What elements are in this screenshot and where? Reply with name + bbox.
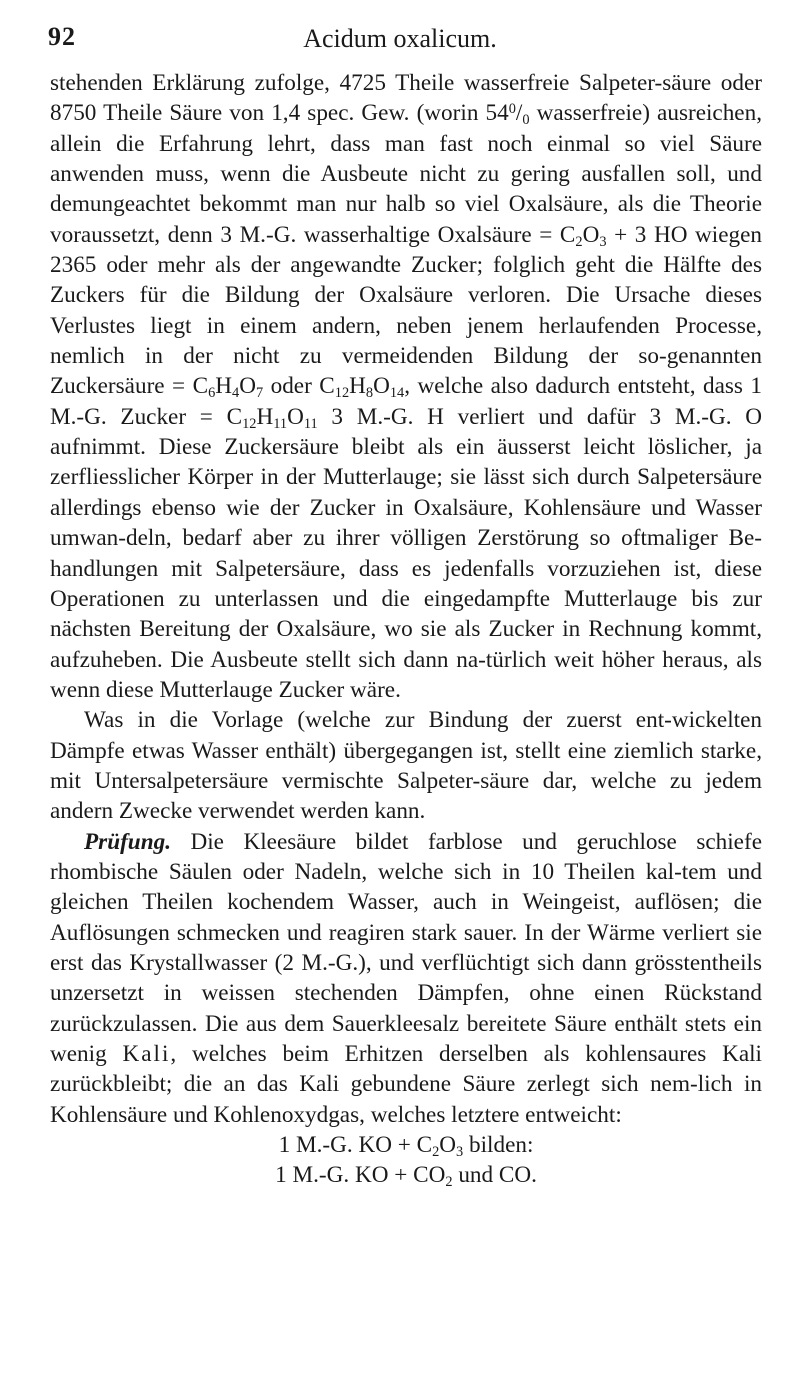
subscript: 2	[575, 233, 583, 250]
text-run: O	[287, 403, 304, 430]
text-run: stehenden Erklärung zufolge, 4725 Theile wasserfreie Salpeter-säure oder 8750 Theile Säure von 1,4 spec. Gew. (worin 54	[50, 70, 762, 127]
subscript: 4	[232, 385, 240, 402]
subscript: 12	[334, 385, 350, 402]
subscript: 3	[599, 233, 607, 250]
subscript: 11	[273, 415, 288, 432]
subscript: 8	[365, 385, 374, 402]
text-run: O	[582, 221, 600, 248]
text-run: O	[439, 1132, 457, 1159]
text-run: H	[215, 373, 233, 400]
formula-line-2	[50, 1160, 762, 1190]
formula-line-1	[50, 1130, 762, 1160]
text-run: 3 M.-G. H verliert und dafür 3 M.-G. O aufnimmt. Diese Zuckersäure bleibt als ein äusserst leicht löslicher, ja zerfliesslicher Körper in der Mutterlauge; sie lässt sich durch Salpetersäure allerdings ebenso wie der Zucker in Oxalsäure, Kohlensäure und Wasser umwan-deln, bedarf aber zu ihrer völligen Zerstörung so oftmaliger Be-handlungen mit Salpetersäure, dass es jedenfalls vorzuziehen ist, diese Operationen zu unterlassen und die eingedampfte Mutterlauge bis zur nächsten Bereitung der Oxalsäure, wo sie als Zucker in Rechnung kommt, aufzuheben. Die Ausbeute stellt sich dann na-türlich weit höher heraus, als wenn diese Mutterlauge Zucker wäre.	[50, 403, 762, 703]
spaced-word: Kali	[122, 1041, 171, 1067]
subscript: 3	[456, 1144, 464, 1161]
text-run: O	[239, 373, 256, 400]
subscript: 2	[445, 1174, 453, 1191]
text-run: bilden:	[463, 1132, 534, 1159]
subscript: 7	[255, 385, 264, 402]
section-heading: Prüfung.	[84, 828, 171, 855]
text-run: O	[373, 373, 390, 400]
paragraph-vorlage: Was in die Vorlage (welche zur Bindung der zuerst ent-wickelten Dämpfe etwas Wasser enthält) übergegangen ist, stellt eine ziemlich starke, mit Untersalpetersäure vermischte Salpeter-säure dar, welche zu jedem andern Zwecke verwendet werden kann.	[50, 707, 762, 825]
subscript: 6	[208, 385, 216, 402]
subscript: 11	[303, 415, 318, 432]
superscript: 0	[508, 101, 516, 118]
text-run: wasserfreie) ausreichen, allein die Erfahrung lehrt, dass man fast noch einmal so viel Säure anwenden muss, wenn die Ausbeute nicht zu gering ausfallen soll, und demungeachtet bekommt man nur halb so viel Oxalsäure, als die Theorie voraussetzt, denn 3 M.-G. wasserhaltige Oxalsäure = C	[50, 100, 762, 248]
paragraph-continuation	[50, 68, 762, 705]
text-run: , welche also dadurch entsteht, dass 1 M.-G. Zucker = C	[50, 373, 762, 430]
page-header	[0, 14, 800, 54]
text-run: + 3 HO wiegen 2365 oder mehr als der angewandte Zucker; folglich geht die Hälfte des Zuckers für die Bildung der Oxalsäure verloren. Die Ursache dieses Verlustes liegt in einem andern, neben jenem herlaufenden Processe, nemlich in der nicht zu vermeidenden Bildung der so-genannten Zuckersäure = C	[50, 221, 763, 400]
subscript: 0	[522, 112, 530, 129]
page-number: 92	[48, 22, 76, 51]
text-run: und CO.	[452, 1162, 537, 1189]
page-body	[50, 68, 762, 1191]
subscript: 12	[242, 415, 257, 432]
text-run: 1 M.-G. KO + C	[278, 1132, 433, 1159]
subscript: 2	[432, 1144, 440, 1161]
text-run: , welches beim Erhitzen derselben als kohlensaures Kali zurückbleibt; die an das Kali gebundene Säure zerlegt sich nem-lich in Kohlensäure und Kohlenoxydgas, welches letztere entweicht:	[50, 1041, 762, 1128]
subscript: 14	[389, 385, 405, 402]
running-head: Acidum oxalicum.	[303, 24, 497, 53]
text-run: oder C	[263, 373, 335, 400]
text-run: 1 M.-G. KO + CO	[275, 1162, 446, 1189]
paragraph-pruefung	[50, 827, 762, 1130]
text-run: Die Kleesäure bildet farblose und geruchlose schiefe rhombische Säulen oder Nadeln, welche sich in 10 Theilen kal-tem und gleichen Theilen kochendem Wasser, auch in Weingeist, auflösen; die Auflösungen schmecken und reagiren stark sauer. In der Wärme verliert sie erst das Krystallwasser (2 M.-G.), und verflüchtigt sich dann grösstentheils unzersetzt in weissen stechenden Dämpfen, ohne einen Rückstand zurückzulassen. Die aus dem Sauerkleesalz bereitete Säure enthält stets ein wenig	[50, 828, 762, 1067]
text-run: H	[349, 373, 366, 400]
text-run: H	[256, 403, 274, 430]
text-run: /	[515, 100, 523, 127]
